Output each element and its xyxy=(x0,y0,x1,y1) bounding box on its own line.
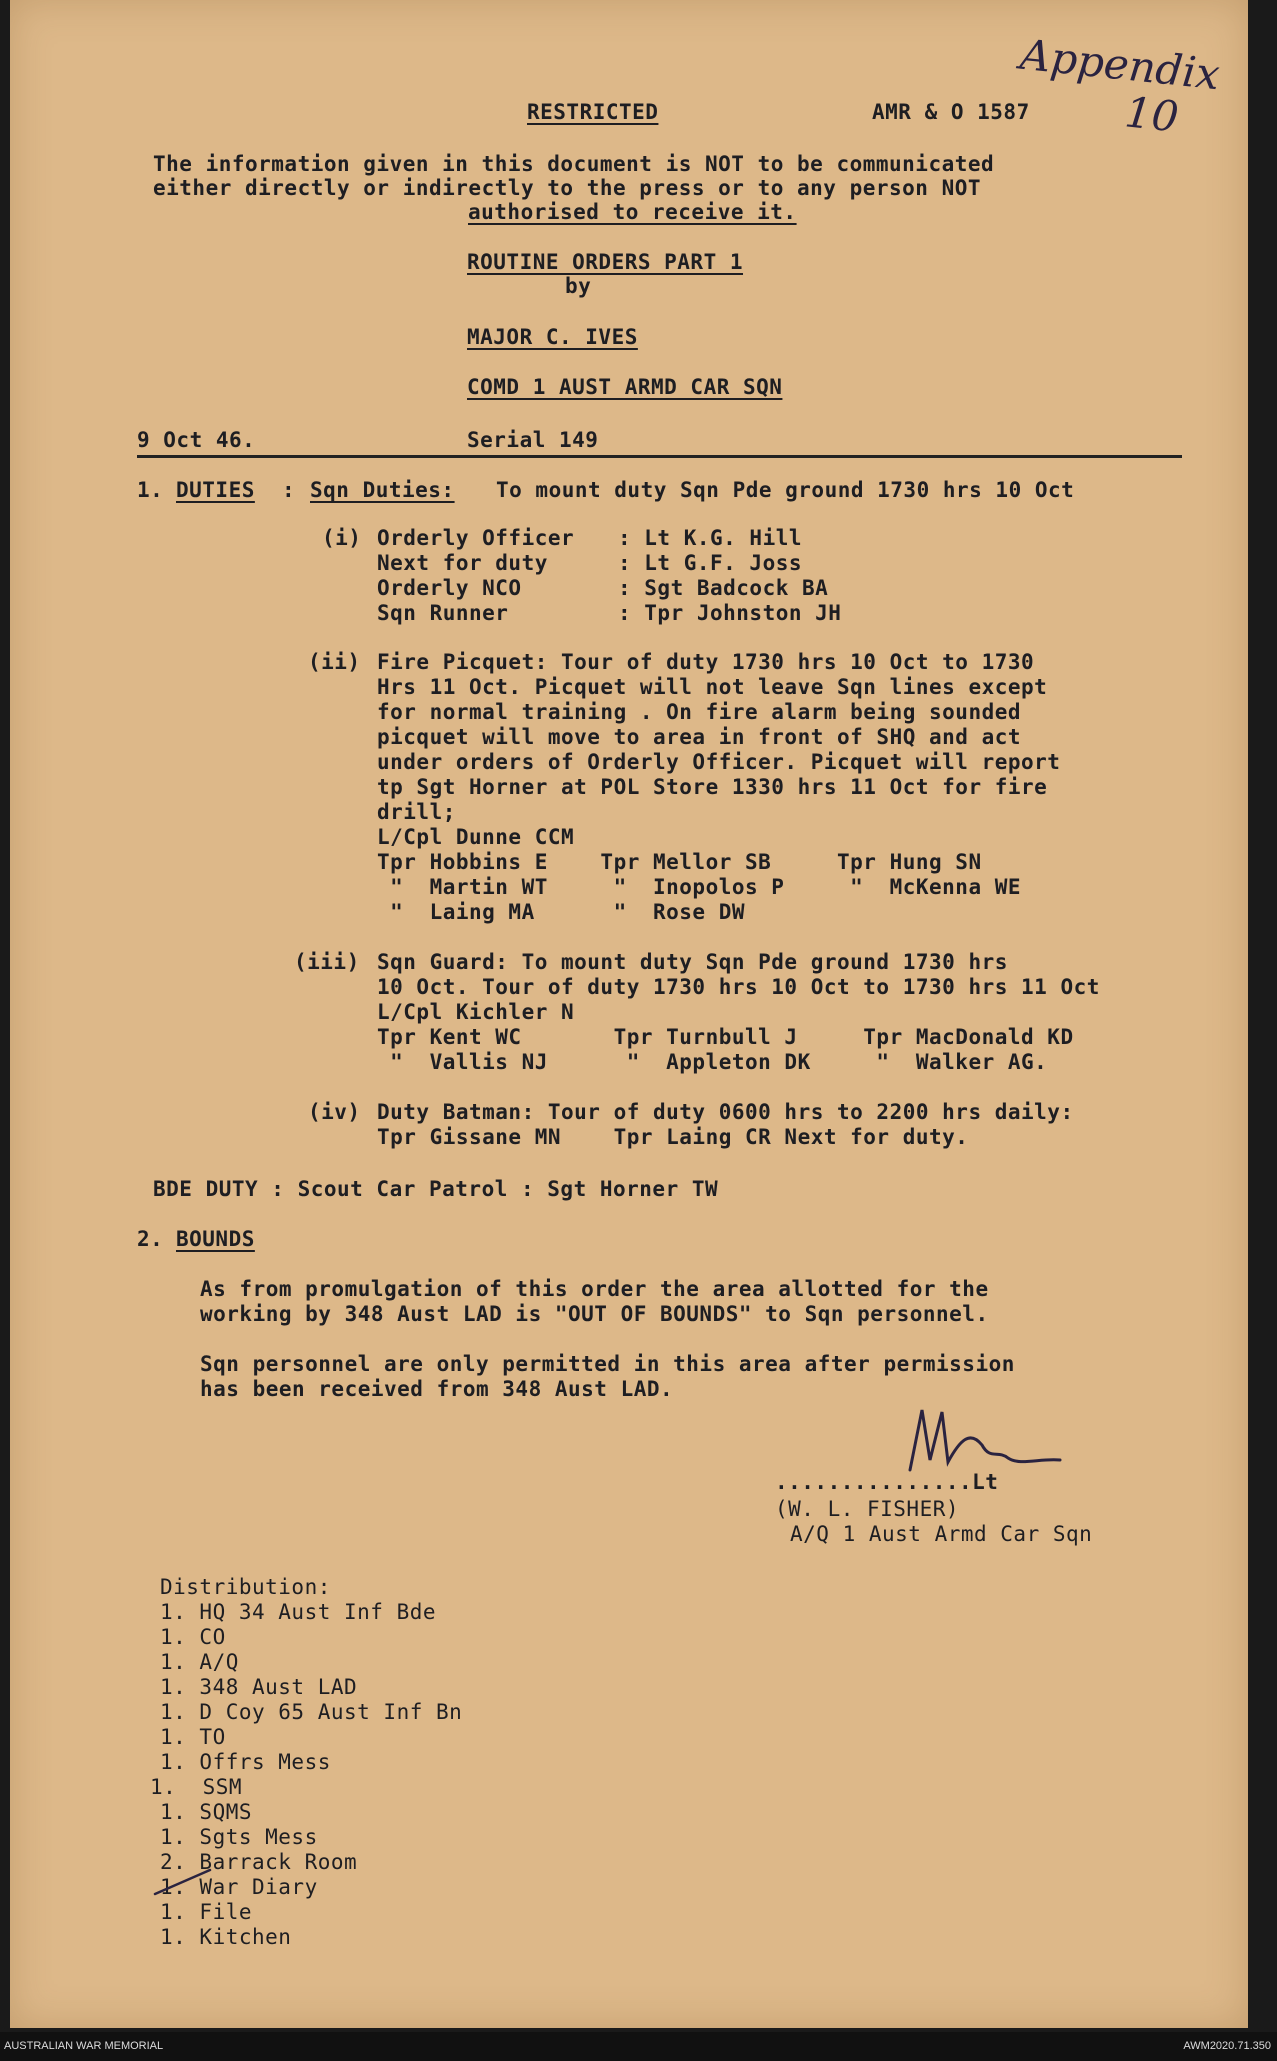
distribution-item: 1. Kitchen xyxy=(160,1925,292,1949)
title-by: by xyxy=(565,274,592,298)
war-diary-tick-mark xyxy=(150,1862,230,1902)
duty-name: : Sgt Badcock BA xyxy=(618,576,829,600)
duty-batman-line: Duty Batman: Tour of duty 0600 hrs to 2200 hrs daily: xyxy=(377,1100,1074,1124)
sqn-guard-line: Sqn Guard: To mount duty Sqn Pde ground 1730 hrs xyxy=(377,950,1008,974)
distribution-item: 1. A/Q xyxy=(160,1650,239,1674)
warning-line-3: authorised to receive it. xyxy=(468,200,797,224)
distribution-item: 1. File xyxy=(160,1900,253,1924)
sqn-duties-intro: To mount duty Sqn Pde ground 1730 hrs 10 Oct xyxy=(496,478,1075,502)
duty-iii-number: (iii) xyxy=(294,950,360,974)
distribution-heading: Distribution: xyxy=(160,1575,331,1599)
bounds-para-line: working by 348 Aust LAD is "OUT OF BOUNDS" to Sqn personnel. xyxy=(200,1302,989,1326)
distribution-item: 1. SSM xyxy=(150,1775,243,1799)
serial-number: Serial 149 xyxy=(467,428,599,452)
sqn-duties-heading: Sqn Duties: xyxy=(310,478,455,502)
distribution-item: 1. SQMS xyxy=(160,1800,253,1824)
duties-number: 1. xyxy=(137,478,164,502)
duty-ii-number: (ii) xyxy=(308,650,361,674)
signatory-appointment: A/Q 1 Aust Armd Car Sqn xyxy=(790,1522,1093,1546)
document-title: ROUTINE ORDERS PART 1 xyxy=(467,250,744,274)
duty-i-number: (i) xyxy=(322,526,362,550)
sqn-guard-nco: L/Cpl Kichler N xyxy=(377,1000,575,1024)
fire-picquet-line: drill; xyxy=(377,800,456,824)
fire-picquet-line: for normal training . On fire alarm being sounded xyxy=(377,700,1022,724)
fire-picquet-line: picquet will move to area in front of SHQ and act xyxy=(377,725,1022,749)
duty-role: Sqn Runner xyxy=(377,601,509,625)
bounds-para-line: has been received from 348 Aust LAD. xyxy=(200,1377,674,1401)
archive-name: AUSTRALIAN WAR MEMORIAL xyxy=(4,2040,164,2052)
document-sheet xyxy=(10,0,1248,2028)
duty-role: Orderly NCO xyxy=(377,576,522,600)
distribution-item: 1. HQ 34 Aust Inf Bde xyxy=(160,1600,437,1624)
distribution-item: 1. War Diary xyxy=(160,1875,318,1899)
sqn-guard-names: " Vallis NJ " Appleton DK " Walker AG. xyxy=(377,1050,1048,1074)
officer-name: MAJOR C. IVES xyxy=(467,325,638,349)
fire-picquet-line: Hrs 11 Oct. Picquet will not leave Sqn lines except xyxy=(377,675,1048,699)
fire-picquet-line: Fire Picquet: Tour of duty 1730 hrs 10 Oct to 1730 xyxy=(377,650,1035,674)
duties-heading: DUTIES xyxy=(176,478,255,502)
duty-batman-line: Tpr Gissane MN Tpr Laing CR Next for duty. xyxy=(377,1125,969,1149)
distribution-item: 1. 348 Aust LAD xyxy=(160,1675,358,1699)
appendix-annotation: Appendix xyxy=(1017,29,1223,100)
bounds-heading: BOUNDS xyxy=(176,1227,255,1251)
bounds-para-line: As from promulgation of this order the area allotted for the xyxy=(200,1277,989,1301)
warning-line-1: The information given in this document is NOT to be communicated xyxy=(153,152,995,176)
distribution-item: 1. Sgts Mess xyxy=(160,1825,318,1849)
sqn-guard-line: 10 Oct. Tour of duty 1730 hrs 10 Oct to 1730 hrs 11 Oct xyxy=(377,975,1100,999)
order-date: 9 Oct 46. xyxy=(137,428,256,452)
archive-footer xyxy=(0,2032,1277,2061)
appendix-number: 10 xyxy=(1122,87,1181,142)
distribution-item: 1. CO xyxy=(160,1625,226,1649)
bounds-number: 2. xyxy=(137,1227,164,1251)
distribution-item: 1. D Coy 65 Aust Inf Bn xyxy=(160,1700,463,1724)
bde-duty: BDE DUTY : Scout Car Patrol : Sgt Horner TW xyxy=(153,1177,719,1201)
duty-name: : Tpr Johnston JH xyxy=(618,601,842,625)
fire-picquet-names: Tpr Hobbins E Tpr Mellor SB Tpr Hung SN xyxy=(377,850,982,874)
duties-colon: : xyxy=(282,478,296,502)
signatory-name: (W. L. FISHER) xyxy=(775,1497,960,1521)
command-title: COMD 1 AUST ARMD CAR SQN xyxy=(467,375,783,399)
duty-iv-number: (iv) xyxy=(308,1100,361,1124)
sqn-guard-names: Tpr Kent WC Tpr Turnbull J Tpr MacDonald KD xyxy=(377,1025,1074,1049)
warning-line-2: either directly or indirectly to the press or to any person NOT xyxy=(153,176,982,200)
classification: RESTRICTED xyxy=(527,100,659,124)
fire-picquet-line: under orders of Orderly Officer. Picquet will report xyxy=(377,750,1061,774)
signature-line: ...............Lt xyxy=(775,1470,999,1494)
archive-reference: AWM2020.71.350 xyxy=(1183,2040,1271,2052)
duty-role: Next for duty xyxy=(377,551,548,575)
fire-picquet-names: " Laing MA " Rose DW xyxy=(377,900,746,924)
fire-picquet-names: " Martin WT " Inopolos P " McKenna WE xyxy=(377,875,1022,899)
distribution-item: 1. TO xyxy=(160,1725,226,1749)
bounds-para-line: Sqn personnel are only permitted in this area after permission xyxy=(200,1352,1015,1376)
header-rule xyxy=(137,455,1182,458)
duty-name: : Lt G.F. Joss xyxy=(618,551,803,575)
distribution-item: 2. Barrack Room xyxy=(160,1850,358,1874)
duty-name: : Lt K.G. Hill xyxy=(618,526,803,550)
fire-picquet-line: tp Sgt Horner at POL Store 1330 hrs 11 Oct for fire xyxy=(377,775,1048,799)
reference-number: AMR & O 1587 xyxy=(872,100,1030,124)
duty-role: Orderly Officer xyxy=(377,526,575,550)
fire-picquet-nco: L/Cpl Dunne CCM xyxy=(377,825,575,849)
distribution-item: 1. Offrs Mess xyxy=(160,1750,331,1774)
